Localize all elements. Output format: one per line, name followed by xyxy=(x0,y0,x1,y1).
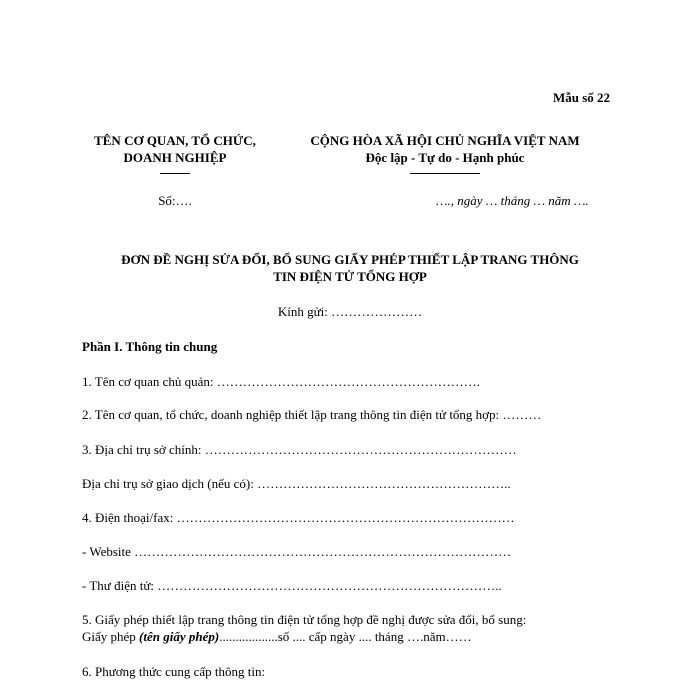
left-header-rule xyxy=(160,173,190,174)
motto: Độc lập - Tự do - Hạnh phúc xyxy=(365,150,525,165)
field-email: - Thư điện tử: …………………………………………………………………….. xyxy=(82,578,502,593)
field-transaction-address: Địa chỉ trụ sở giao dịch (nếu có): ………………………………………………….. xyxy=(82,476,511,491)
license-prefix: Giấy phép xyxy=(82,629,140,644)
recipient-line: Kính gửi: ………………… xyxy=(277,304,423,319)
license-details: ..................số .... cấp ngày .... tháng ….năm…… xyxy=(219,629,472,644)
field-head-office-address: 3. Địa chỉ trụ sở chính: ……………………………………………………………… xyxy=(82,442,517,457)
right-header-rule xyxy=(410,173,480,174)
license-name-placeholder: (tên giấy phép) xyxy=(139,629,220,644)
field-phone-fax: 4. Điện thoại/fax: …………………………………………………………………… xyxy=(82,510,515,525)
document-number: Số:…. xyxy=(158,193,192,208)
nation-name: CỘNG HÒA XÃ HỘI CHỦ NGHĨA VIỆT NAM xyxy=(310,133,580,148)
section1-heading: Phần I. Thông tin chung xyxy=(82,339,218,354)
field-provision-method: 6. Phương thức cung cấp thông tin: xyxy=(82,664,266,679)
org-name-line1: TÊN CƠ QUAN, TỔ CHỨC, xyxy=(94,133,256,148)
date-line: …., ngày … tháng … năm …. xyxy=(436,193,589,208)
field-parent-agency: 1. Tên cơ quan chủ quản: ……………………………………………………. xyxy=(82,374,481,389)
org-name-line2: DOANH NGHIỆP xyxy=(123,150,227,165)
form-title-line1: ĐƠN ĐỀ NGHỊ SỬA ĐỔI, BỔ SUNG GIẤY PHÉP THIẾT LẬP TRANG THÔNG xyxy=(121,252,579,267)
field-website: - Website …………………………………………………………………………… xyxy=(82,544,512,559)
field-license-line2 xyxy=(82,629,472,645)
field-organization-name: 2. Tên cơ quan, tổ chức, doanh nghiệp thiết lập trang thông tin điện tử tổng hợp: ……… xyxy=(82,407,542,422)
form-title-line2: TIN ĐIỆN TỬ TỔNG HỢP xyxy=(273,269,427,284)
form-number: Mẫu số 22 xyxy=(553,90,611,105)
field-license-line1: 5. Giấy phép thiết lập trang thông tin điện tử tổng hợp đề nghị được sửa đổi, bổ sung: xyxy=(82,612,527,627)
